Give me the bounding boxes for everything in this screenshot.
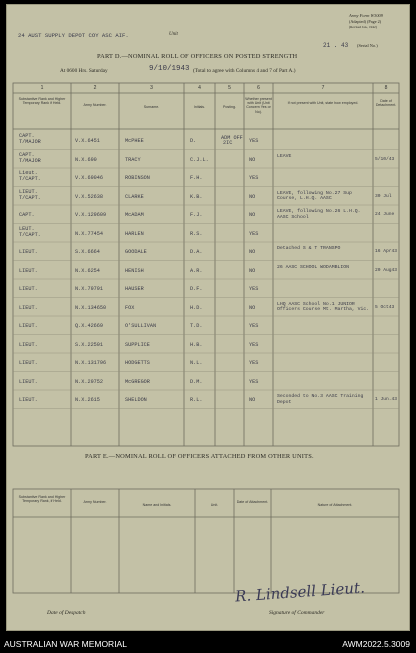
row-present: NO xyxy=(249,304,256,311)
row-present: YES xyxy=(249,286,259,292)
row-initials: N.L. xyxy=(190,360,203,366)
part-d-at-prefix: At 0600 Hrs. Saturday xyxy=(60,68,108,74)
row-army-number: V.X.69046 xyxy=(75,175,104,181)
row-rank: LIEUT. xyxy=(19,323,38,329)
col-header-present: Whether present with Unit (Unit Concern Yes or No). xyxy=(245,97,272,114)
row-employment: Detached S & T TRANSPO xyxy=(277,246,341,251)
row-rank: LIEUT. xyxy=(19,286,38,292)
row-surname: McPHEE xyxy=(125,138,144,144)
row-army-number: V.X.129609 xyxy=(75,212,107,218)
row-initials: R.S. xyxy=(190,230,203,237)
row-army-number: N.X.690 xyxy=(75,156,97,163)
unit-line: 24 AUST SUPPLY DEPOT COY ASC AIF. xyxy=(18,32,129,39)
row-initials: D. xyxy=(190,138,197,144)
caption-bar xyxy=(0,635,416,653)
col-num-8: 8 xyxy=(384,85,388,91)
row-army-number: N.X.29752 xyxy=(75,378,104,385)
part-d-title: PART D.—NOMINAL ROLL OF OFFICERS ON POSTED STRENGTH xyxy=(97,53,298,60)
part-e-grid xyxy=(7,5,411,632)
row-army-number: N.X.79791 xyxy=(75,286,104,292)
signature-label: Signature of Commander xyxy=(269,610,325,616)
part-d-total-note: (Total to agree with Columns 4 and 7 of Part A.) xyxy=(193,68,296,74)
col-num-7: 7 xyxy=(321,85,325,91)
row-present: YES xyxy=(249,341,259,348)
col-header-army-number: Army Number. xyxy=(83,103,107,107)
row-surname: FOX xyxy=(125,304,135,311)
row-army-number: N.X.6254 xyxy=(75,267,100,274)
row-present: YES xyxy=(249,378,259,385)
row-rank: LEUT. xyxy=(19,225,35,232)
row-date: 5 Oct43 xyxy=(375,304,395,310)
row-temp-rank: T/CAPT. xyxy=(19,231,41,238)
row-date: 30 Jul xyxy=(375,193,392,199)
row-temp-rank: T/CAPT. xyxy=(19,194,41,201)
col-header-rank: Substantive Rank and Higher Temporary Rank if Held. xyxy=(18,97,66,106)
row-employment: 26 AASC SCHOOL WODAMBLION xyxy=(277,264,349,270)
row-employment: LHQ AASC School No.1 JUNIOR Officers Course Mt. Martha, Vic. xyxy=(277,301,370,313)
row-present: YES xyxy=(249,323,259,329)
part-e-header-date: Date of Attachment. xyxy=(236,500,269,504)
row-surname: McADAM xyxy=(125,212,144,218)
row-rank: LIEUT. xyxy=(19,188,38,195)
row-date: 24 June xyxy=(375,212,395,217)
commander-signature: R. Lindsell Lieut. xyxy=(234,578,366,606)
row-temp-rank: T/MAJOR xyxy=(19,139,41,145)
row-posting-2: 2IC xyxy=(223,140,233,146)
row-initials: F.H. xyxy=(190,175,203,181)
form-number: Army Form W3009 xyxy=(349,13,383,18)
row-surname: ROBINSON xyxy=(125,175,150,181)
row-date: 1 Jun.43 xyxy=(375,397,398,402)
row-rank: LIEUT. xyxy=(19,304,38,311)
col-header-date: Date of Detachment. xyxy=(375,99,397,108)
row-rank: LIEUT. xyxy=(19,397,38,403)
row-rank: CAPT. xyxy=(19,151,35,158)
date-of-despatch-label: Date of Despatch xyxy=(47,610,86,616)
row-initials: T.D. xyxy=(190,323,203,329)
row-initials: D.A. xyxy=(190,249,203,255)
col-num-4: 4 xyxy=(198,85,201,91)
row-initials: A.R. xyxy=(190,267,203,274)
row-army-number: N.X.134650 xyxy=(75,304,107,311)
row-surname: SHELDON xyxy=(125,397,147,403)
row-army-number: N.X.2615 xyxy=(75,397,100,403)
row-surname: HAUSER xyxy=(125,286,144,292)
row-employment: LEAVE xyxy=(277,153,292,159)
part-e-header-nature: Nature of Attachment. xyxy=(317,503,353,507)
row-present: NO xyxy=(249,212,256,218)
row-army-number: V.X.52638 xyxy=(75,193,104,200)
row-date: 20 Aug43 xyxy=(375,267,398,273)
row-initials: C.J.L. xyxy=(190,156,209,163)
caption-right: AWM2022.5.3009 xyxy=(342,639,410,649)
row-posting: ADM OFF xyxy=(221,135,243,141)
row-surname: GOODALE xyxy=(125,249,147,255)
part-e-header-army-number: Army Number. xyxy=(83,500,107,504)
row-date: 5/10/43 xyxy=(375,156,395,162)
part-e-header-unit: Unit. xyxy=(210,503,219,507)
row-present: NO xyxy=(249,397,256,403)
row-present: YES xyxy=(249,360,259,366)
row-rank: Lieut. xyxy=(19,170,38,176)
row-surname: TRACY xyxy=(125,156,141,163)
col-header-employment: If not present with Unit, state how employed. xyxy=(287,101,359,105)
part-d-date: 9/10/1943 xyxy=(149,65,190,73)
row-present: YES xyxy=(249,230,259,237)
row-present: NO xyxy=(249,249,256,255)
row-rank: CAPT. xyxy=(19,212,35,218)
row-present: NO xyxy=(249,267,256,274)
row-surname: O'SULLIVAN xyxy=(125,323,157,329)
row-rank: CAPT. xyxy=(19,133,35,139)
row-present: YES xyxy=(249,138,259,144)
col-num-3: 3 xyxy=(150,85,153,91)
row-temp-rank: T/MAJOR xyxy=(19,157,41,164)
form-adapted: (Adapted) (Page 2) xyxy=(349,19,382,24)
col-num-5: 5 xyxy=(228,85,231,91)
row-surname: HARLEN xyxy=(125,230,144,237)
row-surname: HENISH xyxy=(125,267,144,274)
form-revised: (Revised Jan., 1942) xyxy=(349,25,377,29)
col-header-initials: Initials. xyxy=(193,105,206,109)
row-employment: Seconded to No.3 AASC Training Depot xyxy=(277,394,364,405)
row-army-number: S.X.22501 xyxy=(75,341,104,348)
row-rank: LIEUT. xyxy=(19,341,38,348)
row-present: NO xyxy=(249,193,256,200)
row-army-number: N.X.131796 xyxy=(75,360,107,366)
row-rank: LIEUT. xyxy=(19,378,38,385)
serial-number: 21 . 43 xyxy=(323,42,349,49)
row-rank: LIEUT. xyxy=(19,360,38,366)
row-initials: H.D. xyxy=(190,304,203,311)
row-rank: LIEUT. xyxy=(19,249,38,255)
row-initials: F.J. xyxy=(190,212,203,218)
row-initials: D.M. xyxy=(190,378,203,385)
row-employment: LEAVE, following No.26 L.H.Q. AASC School xyxy=(277,209,361,220)
unit-label: Unit xyxy=(169,32,178,37)
row-temp-rank: T/CAPT. xyxy=(19,176,41,182)
col-header-posting: Posting. xyxy=(223,105,236,109)
row-army-number: Q.X.42669 xyxy=(75,323,104,329)
form-sheet xyxy=(6,4,410,631)
serial-label: (Serial No.) xyxy=(357,43,378,48)
col-header-surname: Surname. xyxy=(143,105,160,109)
row-initials: H.B. xyxy=(190,341,203,348)
part-e-header-name: Name and Initials. xyxy=(142,503,172,507)
row-army-number: V.X.6451 xyxy=(75,138,100,144)
row-initials: K.B. xyxy=(190,193,203,200)
row-rank: LIEUT. xyxy=(19,267,38,274)
row-date: 16 Apr43 xyxy=(375,249,398,254)
row-surname: SUPPLICE xyxy=(125,341,150,348)
row-initials: R.L. xyxy=(190,397,203,403)
row-surname: HODGETTS xyxy=(125,360,150,366)
row-present: NO xyxy=(249,156,256,163)
col-num-2: 2 xyxy=(93,85,97,91)
col-num-1: 1 xyxy=(40,85,44,91)
row-present: YES xyxy=(249,175,259,181)
caption-left: AUSTRALIAN WAR MEMORIAL xyxy=(4,639,127,649)
row-army-number: N.X.77454 xyxy=(75,230,104,237)
row-surname: McGREGOR xyxy=(125,378,150,385)
row-initials: D.F. xyxy=(190,286,203,292)
part-e-header-rank: Substantive Rank and Higher Temporary Rank, if Held. xyxy=(18,495,66,504)
row-employment: LEAVE, following No.27 Sup Course, L.H.Q. AASC xyxy=(277,190,352,202)
part-e-title: PART E.—NOMINAL ROLL OF OFFICERS ATTACHED FROM OTHER UNITS. xyxy=(85,453,314,460)
row-surname: CLARKE xyxy=(125,193,144,200)
row-army-number: S.X.6664 xyxy=(75,249,100,255)
col-num-6: 6 xyxy=(257,85,260,91)
